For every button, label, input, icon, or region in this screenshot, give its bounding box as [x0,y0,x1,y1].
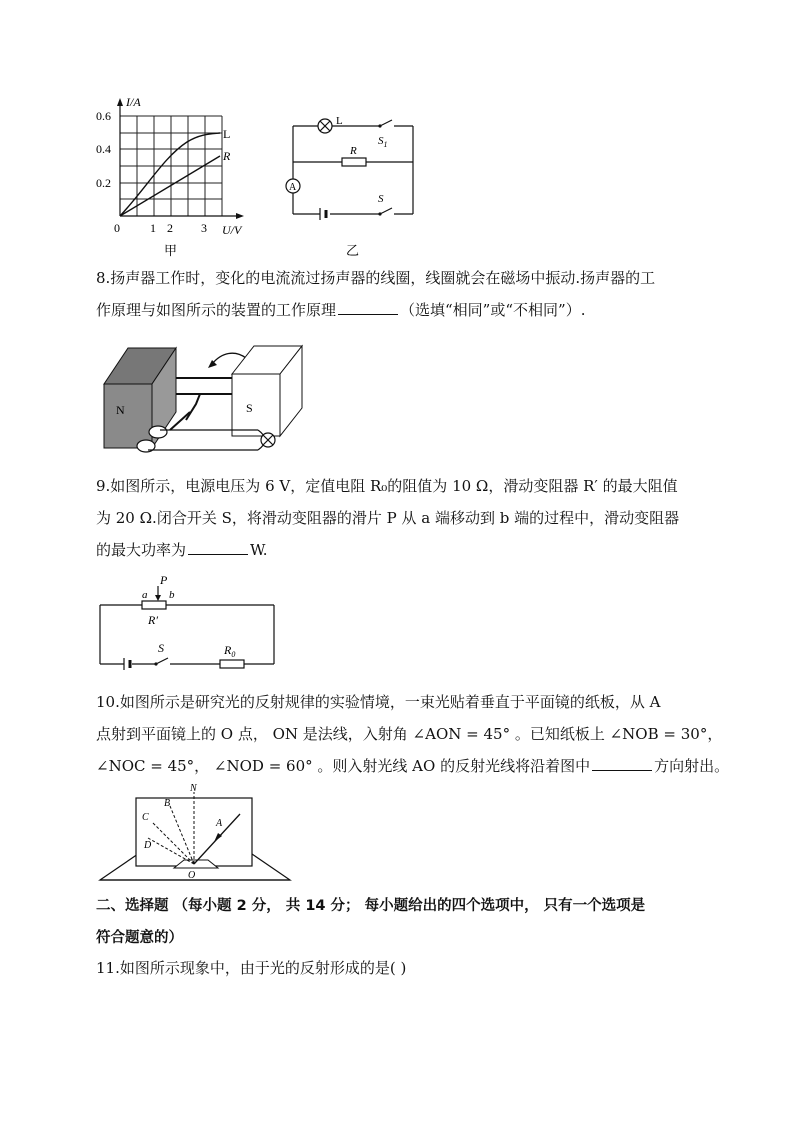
q9-line3-a: 的最大功率为 [96,541,187,559]
generator-figure [100,334,320,458]
x-tick-0: 0 [114,221,120,235]
label-n: N [190,784,197,794]
y-tick-0.6: 0.6 [96,109,111,123]
label-b: B [164,798,171,809]
end-b-label: b [169,589,175,601]
y-axis-label: I/A [126,95,141,109]
q8-line2-a: 作原理与如图所示的装置的工作原理 [96,301,337,319]
ammeter-label: A [289,182,297,193]
y-axis-arrow [117,98,123,106]
rheostat-r-prime [142,601,166,609]
caption-jia: 甲 [164,243,178,258]
iu-graph-figure [92,92,262,262]
resistor-r [342,158,366,166]
label-a: A [216,818,223,829]
slider-p-label: P [160,573,168,587]
resistor-r0-label: $R_0$ [224,643,236,659]
q10-line3-b: 方向射出。 [654,757,730,775]
rheostat-label: R′ [148,613,158,627]
x-tick-3: 3 [201,221,207,235]
resistor-r-label: R [350,145,357,157]
y-tick-0.4: 0.4 [96,142,111,156]
slider-p-arrow [155,595,161,601]
reflection-figure [98,784,292,886]
lamp-label: L [336,115,343,127]
switch-s-label: S [378,193,384,205]
x-tick-1: 1 [150,221,156,235]
end-a-label: a [142,589,148,601]
q11-text: 11.如图所示现象中，由于光的反射形成的是( ) [96,959,407,977]
resistor-r0 [220,660,244,668]
x-tick-2: 2 [167,221,173,235]
circuit-q9-figure [96,572,280,672]
q9-answer-blank[interactable] [188,540,248,555]
q10-line3 [96,756,729,776]
switch-s-label: S [158,641,164,655]
q10-answer-blank[interactable] [592,756,652,771]
q9-line1: 9.如图所示，电源电压为 6 V，定值电阻 R₀的阻值为 10 Ω，滑动变阻器 R′ 的最大阻值 [96,477,678,495]
q10-line1: 10.如图所示是研究光的反射规律的实验情境，一束光贴着垂直于平面镜的纸板，从 A [96,693,661,711]
curve-l-label: L [223,127,231,141]
switch-s1-label: $S_1$ [378,135,388,149]
section2-heading-line2: 符合题意的） [96,930,183,946]
q8-line2-b: （选填“相同”或“不相同”）. [400,301,586,319]
q8-line2 [96,300,585,320]
x-axis-arrow [236,213,244,219]
y-tick-0.2: 0.2 [96,176,111,190]
section2-heading-line1: 二、选择题 （每小题 2 分， 共 14 分； 每小题给出的四个选项中， 只有一个选项是 [96,898,646,914]
lamp-icon [318,119,332,133]
q9-line3-b: W. [250,541,268,559]
q9-line3 [96,540,268,560]
q10-line2: 点射到平面镜上的 O 点， ON 是法线，入射角 ∠AON = 45° 。已知纸板上 ∠NOB = 30°， [96,725,723,743]
magnet-s [232,346,302,436]
q10-line3-a: ∠NOC = 45°， ∠NOD = 60° 。则入射光线 AO 的反射光线将沿着图中 [96,757,591,775]
n-pole-label: N [116,403,125,417]
battery-icon [320,208,326,220]
label-o: O [188,870,196,881]
label-d: D [144,840,152,851]
circuit-yi-figure [280,112,430,262]
q8-line1: 8.扬声器工作时，变化的电流流过扬声器的线圈，线圈就会在磁场中振动.扬声器的工 [96,269,656,287]
graph-grid [120,116,222,216]
x-axis-label: U/V [222,223,242,237]
q9-line2: 为 20 Ω.闭合开关 S，将滑动变阻器的滑片 P 从 a 端移动到 b 端的过程中，滑动变阻器 [96,509,680,527]
battery-icon [124,658,130,670]
line-r-label: R [223,149,231,163]
label-c: C [142,812,149,823]
q8-answer-blank[interactable] [338,300,398,315]
lamp-icon [261,433,275,447]
ammeter-icon [286,179,300,193]
s-pole-label: S [246,401,253,415]
caption-yi: 乙 [346,243,360,258]
